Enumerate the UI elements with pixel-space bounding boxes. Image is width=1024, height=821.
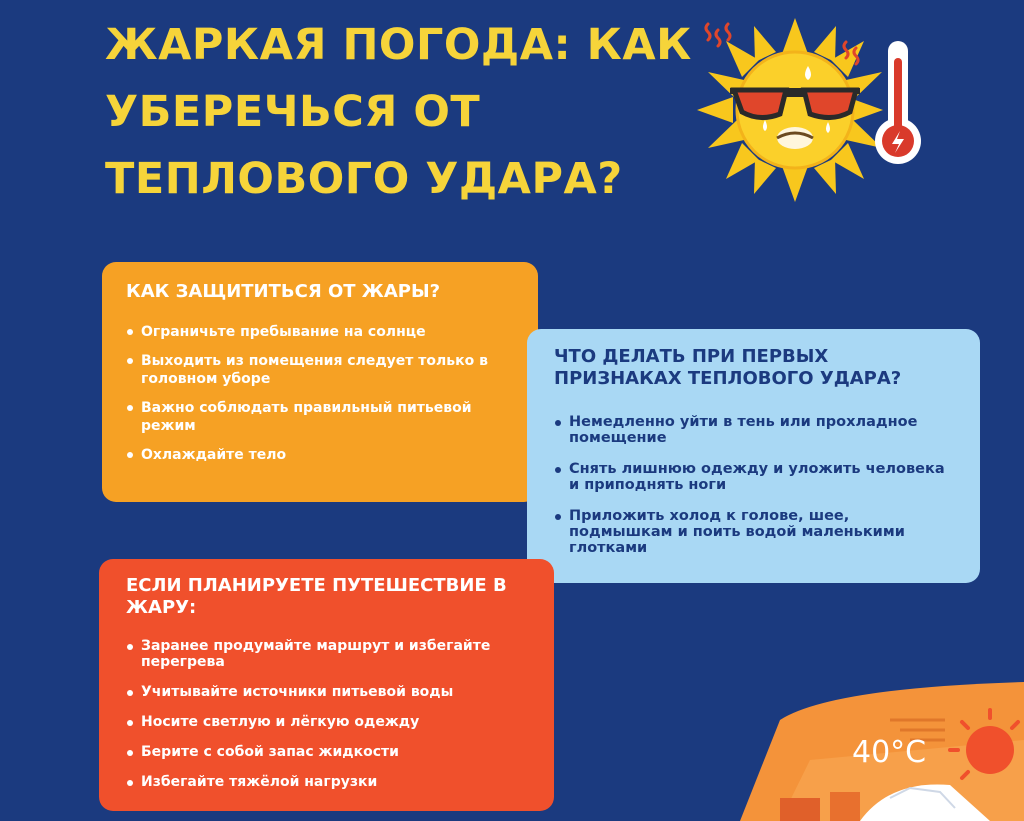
list-item: Носите светлую и лёгкую одежду bbox=[126, 714, 530, 730]
title-line-3: ТЕПЛОВОГО УДАРА? bbox=[105, 154, 623, 204]
list-item: Учитывайте источники питьевой воды bbox=[126, 684, 530, 700]
temperature-label: 40°C bbox=[852, 735, 927, 770]
list-item: Избегайте тяжёлой нагрузки bbox=[126, 774, 530, 790]
travel-heading: ЕСЛИ ПЛАНИРУЕТЕ ПУТЕШЕСТВИЕ В ЖАРУ: bbox=[126, 575, 507, 618]
protect-heading: КАК ЗАЩИТИТЬСЯ ОТ ЖАРЫ? bbox=[126, 281, 441, 302]
first-signs-card bbox=[527, 329, 980, 583]
thermometer-icon bbox=[870, 38, 926, 168]
travel-card bbox=[99, 559, 554, 811]
title-line-2: УБЕРЕЧЬСЯ ОТ bbox=[105, 87, 481, 137]
list-item: Немедленно уйти в тень или прохладное помещение bbox=[554, 414, 956, 446]
travel-list bbox=[126, 638, 530, 790]
first-signs-heading: ЧТО ДЕЛАТЬ ПРИ ПЕРВЫХ ПРИЗНАКАХ ТЕПЛОВОГО УДАРА? bbox=[554, 346, 902, 389]
sun-with-sunglasses-icon bbox=[690, 10, 890, 210]
city-sun-illustration bbox=[740, 680, 1024, 821]
first-signs-list bbox=[554, 414, 956, 556]
protect-list bbox=[126, 323, 514, 464]
protect-card bbox=[102, 262, 538, 502]
list-item: Заранее продумайте маршрут и избегайте перегрева bbox=[126, 638, 530, 670]
list-item: Важно соблюдать правильный питьевой режим bbox=[126, 399, 514, 435]
list-item: Охлаждайте тело bbox=[126, 446, 514, 464]
list-item: Приложить холод к голове, шее, подмышкам и поить водой маленькими глотками bbox=[554, 508, 956, 556]
list-item: Берите с собой запас жидкости bbox=[126, 744, 530, 760]
list-item: Снять лишнюю одежду и уложить человека и приподнять ноги bbox=[554, 461, 956, 493]
page-title bbox=[105, 12, 705, 213]
list-item: Ограничьте пребывание на солнце bbox=[126, 323, 514, 341]
title-line-1: ЖАРКАЯ ПОГОДА: КАК bbox=[105, 20, 692, 70]
list-item: Выходить из помещения следует только в головном уборе bbox=[126, 352, 514, 388]
